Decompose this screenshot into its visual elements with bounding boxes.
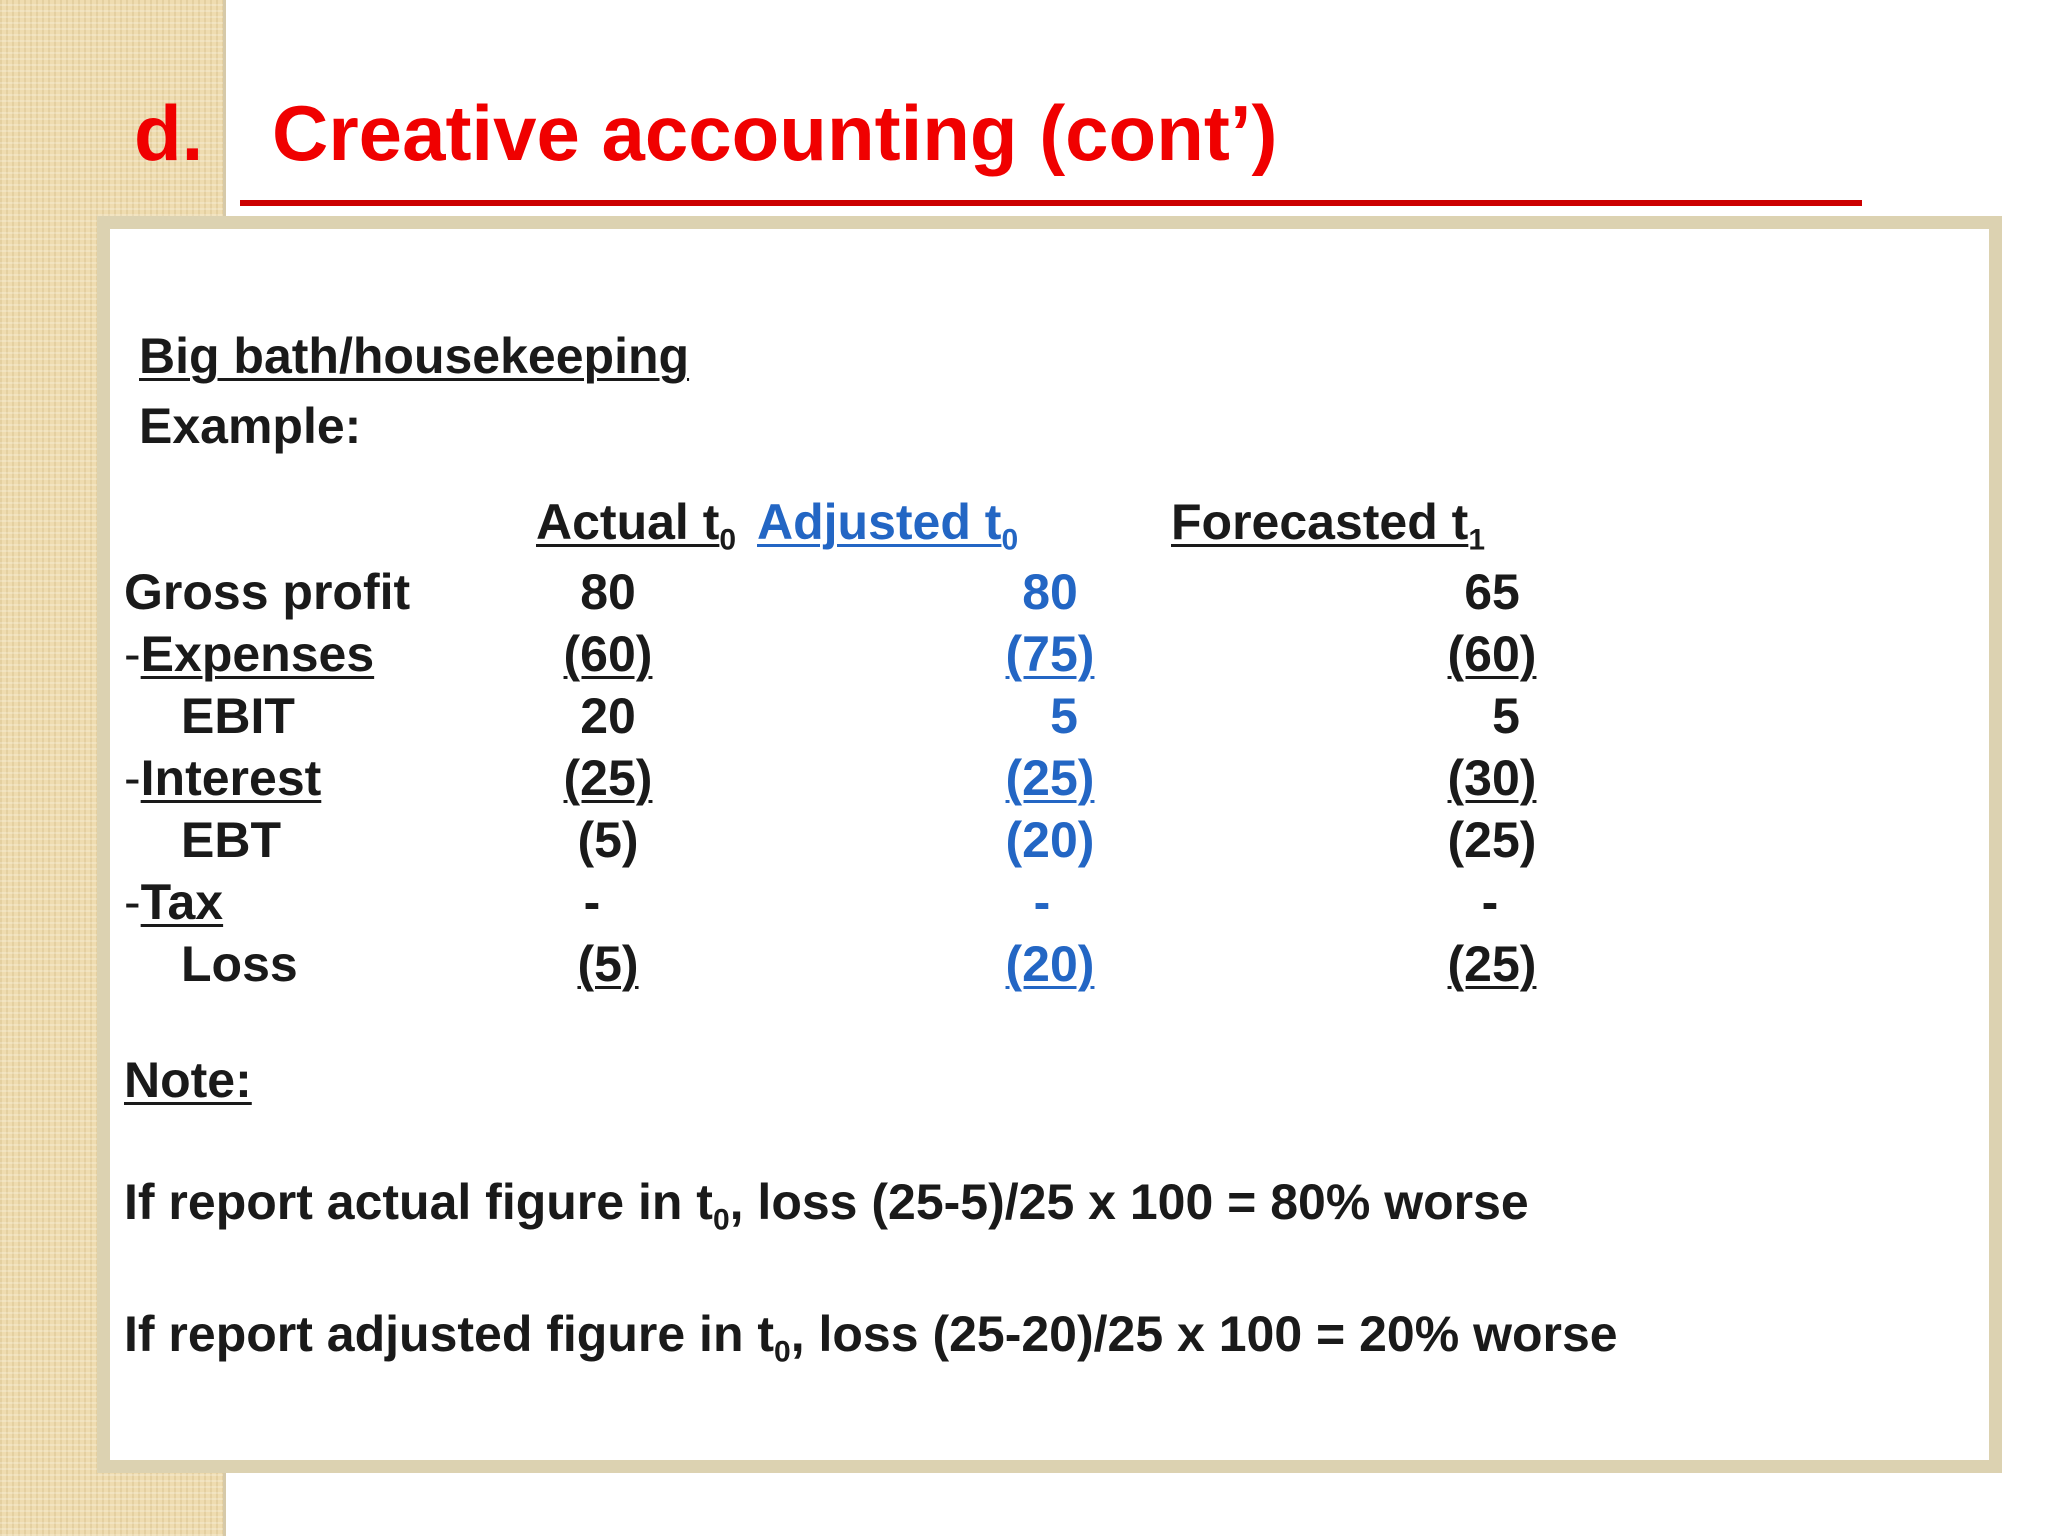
- cell-forecast: (25): [1447, 812, 1537, 868]
- cell-adjusted: (25): [1005, 750, 1095, 806]
- cell-actual: (5): [577, 936, 639, 992]
- cell-actual: 20: [580, 688, 636, 744]
- cell-actual: (25): [563, 750, 653, 806]
- cell-actual: 80: [580, 564, 636, 620]
- page-title: Creative accounting (cont’): [272, 89, 1278, 177]
- header-forecasted: Forecasted $t_1$: [1171, 494, 1486, 557]
- cell-adjusted: -: [1033, 874, 1051, 930]
- note-line-actual: If report actual figure in $t_0$, loss (25-5)/25 x 100 = 80% worse: [124, 1174, 1529, 1237]
- row-label: Loss: [181, 936, 298, 992]
- row-label: -Interest: [124, 750, 322, 806]
- cell-adjusted: (20): [1005, 936, 1095, 992]
- cell-actual: (5): [577, 812, 639, 868]
- cell-adjusted: (20): [1005, 812, 1095, 868]
- cell-forecast: 5: [1492, 688, 1520, 744]
- title-letter: d.: [134, 89, 204, 177]
- section-heading: Big bath/housekeeping: [139, 328, 690, 384]
- header-actual: Actual $t_0$: [536, 494, 737, 557]
- row-label: Gross profit: [124, 564, 411, 620]
- header-adjusted: Adjusted $t_0$: [757, 494, 1019, 557]
- cell-adjusted: 80: [1022, 564, 1078, 620]
- cell-forecast: 65: [1464, 564, 1520, 620]
- title-underline-rule: [240, 200, 1862, 206]
- row-label: -Tax: [124, 874, 224, 930]
- example-label: Example:: [139, 398, 362, 454]
- cell-forecast: (30): [1447, 750, 1537, 806]
- note-line-adjusted: If report adjusted figure in $t_0$, loss (25-20)/25 x 100 = 20% worse: [124, 1306, 1618, 1369]
- cell-forecast: (25): [1447, 936, 1537, 992]
- cell-adjusted: (75): [1005, 626, 1095, 682]
- cell-actual: -: [583, 874, 601, 930]
- row-label: -Expenses: [124, 626, 375, 682]
- note-label: Note:: [124, 1052, 252, 1108]
- cell-forecast: -: [1481, 874, 1499, 930]
- row-label: EBIT: [181, 688, 295, 744]
- cell-forecast: (60): [1447, 626, 1537, 682]
- cell-adjusted: 5: [1050, 688, 1078, 744]
- row-label: EBT: [181, 812, 281, 868]
- cell-actual: (60): [563, 626, 653, 682]
